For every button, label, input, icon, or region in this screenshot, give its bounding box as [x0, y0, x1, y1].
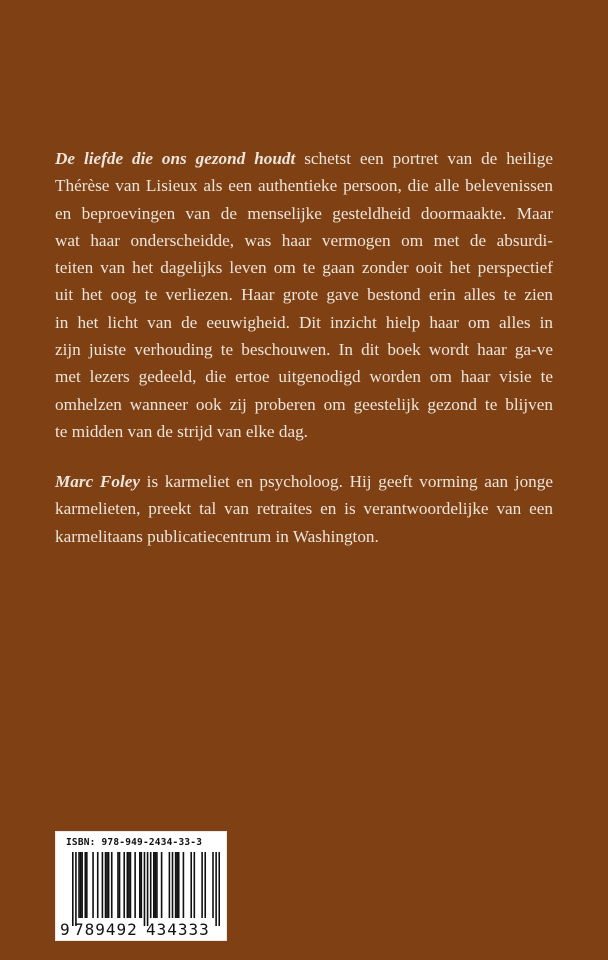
- bio-line: karmelieten, preekt tal van retraites en is verantwoordelijke van een: [55, 499, 553, 519]
- barcode-bar: [81, 852, 83, 918]
- barcode-bar: [204, 852, 206, 918]
- barcode-bar: [84, 852, 86, 918]
- barcode-bar: [156, 852, 158, 918]
- barcode-bar: [80, 852, 82, 918]
- barcode-bar: [218, 852, 220, 926]
- ean-first-digit: 9: [60, 920, 70, 939]
- barcode-bar: [161, 852, 163, 918]
- barcode-bar: [155, 852, 157, 918]
- barcode-bar: [105, 852, 107, 918]
- barcode-bar: [144, 852, 146, 926]
- barcode-bar: [153, 852, 155, 918]
- barcode-bar: [172, 852, 174, 918]
- barcode-bar: [175, 852, 177, 918]
- ean-right-group: 434333: [146, 920, 210, 939]
- barcode-bar: [123, 852, 125, 918]
- barcode-bar: [183, 852, 185, 918]
- barcode-bar: [108, 852, 110, 918]
- description-line: wat haar onderscheidde, was haar vermogen om met de absurdi-: [55, 230, 553, 250]
- ean-left-group: 789492: [74, 920, 138, 939]
- barcode-bar: [106, 852, 108, 918]
- barcode-bar: [201, 852, 203, 918]
- barcode-bar: [134, 852, 136, 918]
- barcode-bar: [127, 852, 129, 918]
- bio-line: karmelitaans publicatiecentrum in Washington.: [55, 526, 379, 546]
- barcode-bar: [119, 852, 121, 918]
- description-line: en beproevingen van de menselijke gesteldheid doormaakte. Maar: [55, 203, 553, 223]
- barcode-bar: [212, 852, 214, 918]
- book-description: [55, 145, 553, 445]
- barcode-bar: [141, 852, 143, 918]
- description-line: met lezers gedeeld, die ertoe uitgenodigd worden om haar visie te: [55, 367, 553, 387]
- book-title-italic: De liefde die ons gezond houdt: [55, 149, 296, 168]
- barcode-bar: [169, 852, 171, 918]
- author-bio: [55, 468, 553, 550]
- barcode-bars: [72, 852, 220, 926]
- description-line: teiten van het dagelijks leven om te gaan zonder ooit het perspectief: [55, 258, 553, 278]
- description-line: uit het oog te verliezen. Haar grote gave bestond erin alles te zien: [55, 285, 553, 305]
- barcode-bar: [176, 852, 178, 918]
- barcode-bar: [150, 852, 152, 918]
- barcode-bar: [194, 852, 196, 918]
- barcode-bar: [215, 852, 217, 926]
- barcode-bar: [130, 852, 132, 918]
- barcode-bar: [147, 852, 149, 926]
- description-line: in het licht van de eeuwigheid. Dit inzicht hielp haar om alles in: [55, 312, 553, 332]
- barcode-bar: [72, 852, 74, 926]
- barcode-bar: [97, 852, 99, 918]
- barcode-bar: [102, 852, 104, 918]
- description-line: zijn juiste verhouding te beschouwen. In dit boek wordt haar ga-ve: [55, 340, 553, 360]
- barcode-bar: [190, 852, 192, 918]
- barcode-bar: [139, 852, 141, 918]
- barcode-bar: [78, 852, 80, 918]
- description-line: Thérèse van Lisieux als een authentieke persoon, die alle belevenissen: [55, 176, 553, 196]
- bio-line: Marc Foley is karmeliet en psycholoog. Hij geeft vorming aan jonge: [55, 472, 553, 491]
- barcode-bar: [128, 852, 130, 918]
- barcode-bar: [75, 852, 77, 926]
- barcode-bar: [178, 852, 180, 918]
- description-line: te midden van de strijd van elke dag.: [55, 421, 308, 441]
- barcode-bar: [117, 852, 119, 918]
- description-line: omhelzen wanneer ook zij proberen om geestelijk gezond te blijven: [55, 394, 553, 414]
- description-line: De liefde die ons gezond houdt schetst een portret van de heilige: [55, 149, 553, 168]
- author-name-italic: Marc Foley: [55, 472, 140, 491]
- isbn-label: ISBN: 978-949-2434-33-3: [66, 837, 203, 848]
- barcode-bar: [86, 852, 88, 918]
- barcode-bar: [111, 852, 113, 918]
- barcode-bar: [92, 852, 94, 918]
- isbn-barcode: [55, 831, 227, 941]
